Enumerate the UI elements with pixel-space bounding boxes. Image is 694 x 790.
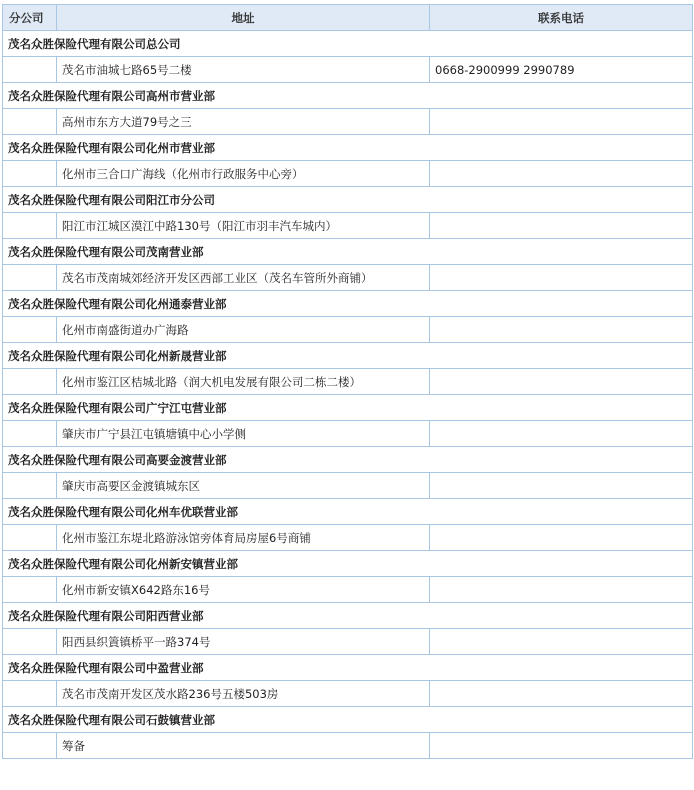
phone-cell [430, 317, 693, 343]
company-name: 茂名众胜保险代理有限公司高要金渡营业部 [3, 447, 693, 473]
phone-cell: 0668-2900999 2990789 [430, 57, 693, 83]
empty-cell [3, 629, 57, 655]
empty-cell [3, 577, 57, 603]
phone-cell [430, 369, 693, 395]
company-row [3, 187, 693, 213]
company-name: 茂名众胜保险代理有限公司高州市营业部 [3, 83, 693, 109]
company-row [3, 135, 693, 161]
phone-cell [430, 265, 693, 291]
phone-cell [430, 109, 693, 135]
detail-row [3, 733, 693, 759]
company-row [3, 499, 693, 525]
address-cell: 化州市新安镇X642路东16号 [57, 577, 430, 603]
detail-row [3, 57, 693, 83]
company-name: 茂名众胜保险代理有限公司茂南营业部 [3, 239, 693, 265]
company-name: 茂名众胜保险代理有限公司中盈营业部 [3, 655, 693, 681]
address-cell: 化州市鉴江东堤北路游泳馆旁体育局房屋6号商铺 [57, 525, 430, 551]
table-header [3, 5, 693, 31]
empty-cell [3, 265, 57, 291]
empty-cell [3, 733, 57, 759]
address-cell: 化州市南盛街道办广海路 [57, 317, 430, 343]
address-cell: 肇庆市高要区金渡镇城东区 [57, 473, 430, 499]
company-row [3, 395, 693, 421]
phone-cell [430, 525, 693, 551]
company-row [3, 551, 693, 577]
company-name: 茂名众胜保险代理有限公司总公司 [3, 31, 693, 57]
empty-cell [3, 681, 57, 707]
company-row [3, 603, 693, 629]
phone-cell [430, 577, 693, 603]
phone-cell [430, 681, 693, 707]
header-row [3, 5, 693, 31]
empty-cell [3, 525, 57, 551]
address-cell: 茂名市油城七路65号二楼 [57, 57, 430, 83]
address-cell: 肇庆市广宁县江屯镇塘镇中心小学侧 [57, 421, 430, 447]
company-name: 茂名众胜保险代理有限公司化州通泰营业部 [3, 291, 693, 317]
empty-cell [3, 213, 57, 239]
company-row [3, 83, 693, 109]
address-cell: 化州市三合口广海线（化州市行政服务中心旁） [57, 161, 430, 187]
address-cell: 阳西县织篢镇桥平一路374号 [57, 629, 430, 655]
phone-cell [430, 421, 693, 447]
detail-row [3, 109, 693, 135]
detail-row [3, 525, 693, 551]
company-name: 茂名众胜保险代理有限公司阳江市分公司 [3, 187, 693, 213]
company-row [3, 343, 693, 369]
address-cell: 阳江市江城区漠江中路130号（阳江市羽丰汽车城内） [57, 213, 430, 239]
company-row [3, 239, 693, 265]
phone-cell [430, 213, 693, 239]
address-cell: 高州市东方大道79号之三 [57, 109, 430, 135]
company-name: 茂名众胜保险代理有限公司广宁江屯营业部 [3, 395, 693, 421]
header-branch: 分公司 [3, 5, 57, 31]
empty-cell [3, 161, 57, 187]
company-row [3, 707, 693, 733]
address-cell: 筹备 [57, 733, 430, 759]
company-name: 茂名众胜保险代理有限公司阳西营业部 [3, 603, 693, 629]
detail-row [3, 265, 693, 291]
detail-row [3, 473, 693, 499]
branch-table [2, 4, 693, 759]
company-row [3, 31, 693, 57]
empty-cell [3, 473, 57, 499]
company-row [3, 655, 693, 681]
phone-cell [430, 473, 693, 499]
phone-cell [430, 161, 693, 187]
detail-row [3, 629, 693, 655]
detail-row [3, 681, 693, 707]
empty-cell [3, 421, 57, 447]
address-cell: 茂名市茂南城郊经济开发区西部工业区（茂名车管所外商铺） [57, 265, 430, 291]
company-name: 茂名众胜保险代理有限公司化州新晟营业部 [3, 343, 693, 369]
company-name: 茂名众胜保险代理有限公司化州市营业部 [3, 135, 693, 161]
detail-row [3, 161, 693, 187]
header-address: 地址 [57, 5, 430, 31]
company-row [3, 291, 693, 317]
detail-row [3, 421, 693, 447]
detail-row [3, 577, 693, 603]
address-cell: 茂名市茂南开发区茂水路236号五楼503房 [57, 681, 430, 707]
detail-row [3, 317, 693, 343]
company-name: 茂名众胜保险代理有限公司化州车优联营业部 [3, 499, 693, 525]
detail-row [3, 369, 693, 395]
empty-cell [3, 317, 57, 343]
company-name: 茂名众胜保险代理有限公司化州新安镇营业部 [3, 551, 693, 577]
empty-cell [3, 369, 57, 395]
phone-cell [430, 629, 693, 655]
table-body [3, 31, 693, 759]
phone-cell [430, 733, 693, 759]
header-phone: 联系电话 [430, 5, 693, 31]
address-cell: 化州市鉴江区桔城北路（润大机电发展有限公司二栋二楼） [57, 369, 430, 395]
company-row [3, 447, 693, 473]
company-name: 茂名众胜保险代理有限公司石鼓镇营业部 [3, 707, 693, 733]
empty-cell [3, 109, 57, 135]
empty-cell [3, 57, 57, 83]
detail-row [3, 213, 693, 239]
